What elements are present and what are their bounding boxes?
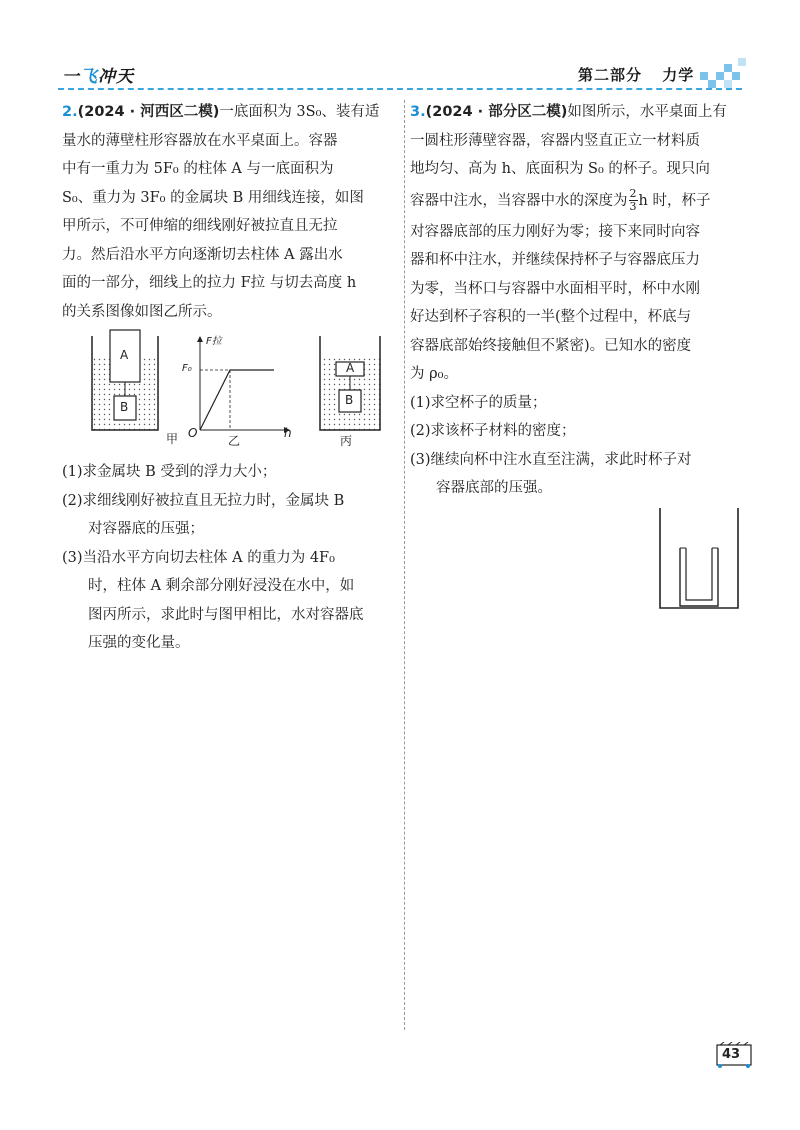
q2-line: 力。然后沿水平方向逐渐切去柱体 A 露出水 <box>62 246 343 263</box>
q3-line: 地均匀、高为 h、底面积为 S₀ 的杯子。现只向 <box>410 161 710 177</box>
q2-figures <box>78 328 388 446</box>
brand-logo <box>62 62 134 87</box>
q2-line: 一底面积为 3S₀、装有适 <box>219 104 380 120</box>
q2-figures-drawing <box>78 328 388 446</box>
q2-line: 中有一重力为 5F₀ 的柱体 A 与一底面积为 <box>62 161 334 177</box>
q3-line: 如图所示，水平桌面上有 <box>567 104 727 120</box>
q2-number: 2. <box>62 104 78 120</box>
brand-suffix: 冲天 <box>98 67 134 87</box>
q3-sub-2: (2)求该杯子材料的密度； <box>410 423 576 439</box>
q3-line: 一圆柱形薄壁容器，容器内竖直正立一材料质 <box>410 132 700 149</box>
q3-frac-pre: 容器中注水，当容器中水的深度为 <box>410 192 628 209</box>
column-divider <box>404 100 405 1030</box>
q3-frac-post: h 时，杯子 <box>638 192 711 209</box>
question-2 <box>62 98 396 326</box>
q3-line: 为零，当杯口与容器中水面相平时，杯中水刚 <box>410 280 700 297</box>
q2-sub-3: (3)当沿水平方向切去柱体 A 的重力为 4F₀ <box>62 549 335 566</box>
q3-source: (2024 · 部分区二模) <box>425 104 568 120</box>
q3-container-figure <box>658 506 740 610</box>
fig3-label-b: B <box>345 393 354 407</box>
q3-line: 器和杯中注水，并继续保持杯子与容器底压力 <box>410 252 700 268</box>
q2-sub-1: (1)求金属块 B 受到的浮力大小； <box>62 464 277 480</box>
q3-line: 容器底部始终接触但不紧密)。已知水的密度 <box>410 337 692 354</box>
section-label: 第二部分 <box>578 66 643 84</box>
q3-sub-1: (1)求空杯子的质量； <box>410 394 547 411</box>
fig2-tick: F₀ <box>182 363 192 374</box>
q2-sub-3-cont: 压强的变化量。 <box>88 635 190 651</box>
fraction-denominator: 3 <box>629 200 637 213</box>
fig-yi <box>197 336 290 433</box>
q3-number: 3. <box>410 104 426 120</box>
q2-source: (2024 · 河西区二模) <box>77 104 220 120</box>
question-3 <box>410 98 746 503</box>
fig2-xlabel: h <box>284 426 292 440</box>
q3-sub-3: (3)继续向杯中注水直至注满，求此时杯子对 <box>410 451 692 468</box>
q2-line: S₀、重力为 3F₀ 的金属块 B 用细线连接，如图 <box>62 189 364 206</box>
section-title <box>578 64 694 85</box>
checker-decoration-icon <box>700 58 746 88</box>
fig1-caption: 甲 <box>166 432 179 446</box>
fig-bing <box>320 336 380 430</box>
page-number-badge <box>716 1042 752 1068</box>
q2-line: 量水的薄壁柱形容器放在水平桌面上。容器 <box>62 132 338 149</box>
q3-line: 为 ρ₀。 <box>410 366 458 382</box>
header-divider <box>58 88 742 90</box>
fig-jia <box>92 330 158 430</box>
fig2-origin: O <box>188 426 198 440</box>
subject-label: 力学 <box>662 66 695 84</box>
q2-sub-3-cont: 时，柱体 A 剩余部分刚好浸没在水中，如 <box>88 578 355 594</box>
fraction <box>629 188 638 213</box>
q3-sub-3-cont: 容器底部的压强。 <box>436 480 552 496</box>
page-number: 43 <box>722 1047 741 1062</box>
fig1-label-b: B <box>120 400 129 414</box>
q2-sub-2: (2)求细线刚好被拉直且无拉力时，金属块 B <box>62 492 345 509</box>
q3-line: 好达到杯子容积的一半(整个过程中，杯底与 <box>410 309 692 325</box>
fig2-ylabel: F拉 <box>206 336 222 347</box>
q2-line: 甲所示，不可伸缩的细线刚好被拉直且无拉 <box>62 218 338 234</box>
brand-prefix: 一 <box>62 67 80 87</box>
q2-subquestions <box>62 458 396 658</box>
fraction-numerator: 2 <box>629 187 637 200</box>
q2-sub-2-cont: 对容器底的压强； <box>88 521 204 537</box>
brand-mid: 飞 <box>80 67 98 87</box>
q2-line: 面的一部分，细线上的拉力 F拉 与切去高度 h <box>62 275 357 291</box>
fig3-caption: 丙 <box>340 434 353 448</box>
q2-line: 的关系图像如图乙所示。 <box>62 303 222 320</box>
q3-line: 对容器底部的压力刚好为零；接下来同时向容 <box>410 223 700 240</box>
fig2-caption: 乙 <box>228 434 241 448</box>
fig1-label-a: A <box>120 348 129 362</box>
q2-sub-3-cont: 图丙所示，求此时与图甲相比，水对容器底 <box>88 606 364 623</box>
fig3-label-a: A <box>346 361 355 375</box>
